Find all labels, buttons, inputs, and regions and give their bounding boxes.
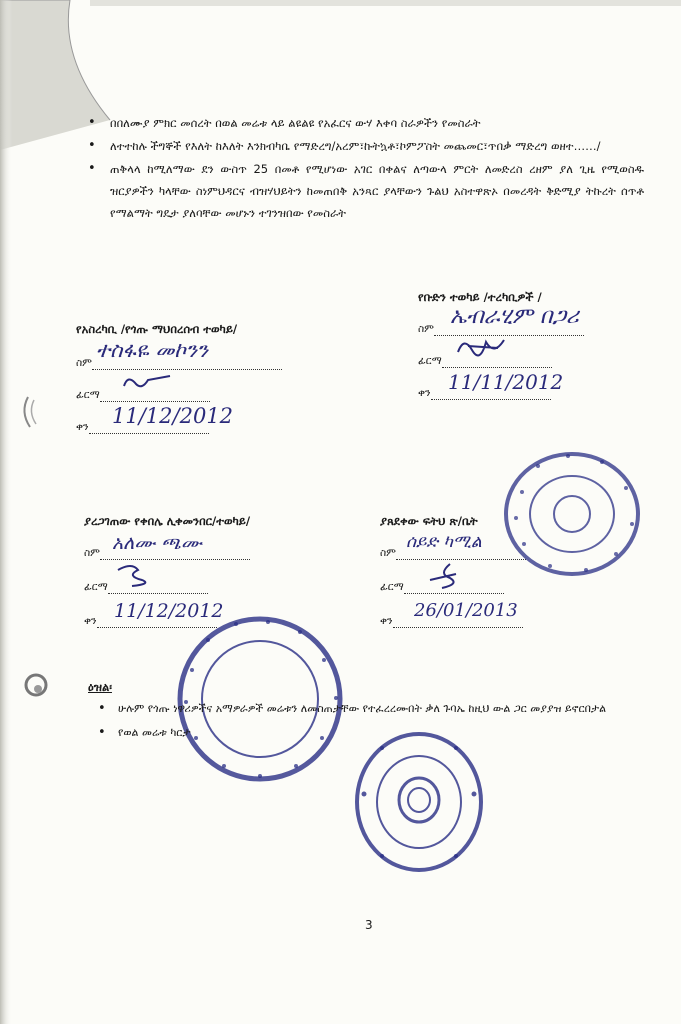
handwritten-signature (112, 560, 162, 590)
signature-label: ፊርማ (418, 355, 442, 367)
obligations-list (84, 112, 644, 225)
obligation-item: • በበለሙያ ምክር መሰረት በወል መሬቱ ላይ ልዩልዩ የአፈርና ውሃ እቀባ ስራዎችን የመስራት (84, 112, 644, 134)
handwritten-date: 26/01/2013 (414, 600, 518, 621)
handwritten-date: 11/12/2012 (112, 404, 234, 428)
developer-title: የቡድን ተወካይ /ተረካቢዎች / (418, 290, 542, 304)
signature-label: ፊርማ (76, 389, 100, 401)
handwritten-signature (454, 334, 514, 360)
handwritten-date: 11/11/2012 (448, 370, 564, 394)
binder-hole-bottom (22, 665, 54, 705)
official-stamp-middle (172, 610, 348, 788)
handwritten-signature (120, 370, 180, 394)
annex-item: • ሁሉም የጎጡ ነዋሪዎችና አማዎራዎች መሬቱን ለመስጠታቸው የተፈረረሙበት ቃለ ጉባኤ ከዚህ ውል ጋር መያያዝ ይኖርበታል (96, 700, 656, 718)
official-stamp-bottom (352, 728, 486, 876)
date-label: ቀን (380, 615, 393, 627)
signature-label: ፊርማ (84, 581, 108, 593)
annex-title: ዕዝል፡ (88, 680, 112, 694)
name-label: ስም (380, 547, 396, 559)
handover-title: የአስረካቢ /የጎጡ ማህበረሰብ ተወካይ/ (76, 322, 238, 336)
handwritten-name: ተስፋዬ መኮንን (96, 338, 208, 362)
handwritten-signature (420, 560, 470, 592)
annex-list (96, 700, 656, 748)
developer-signature-block (418, 290, 658, 410)
date-label: ቀን (418, 387, 431, 399)
page-number: 3 (365, 918, 373, 932)
kebele-title: ያረጋገጠው የቀበሌ ሊቀመንበር/ተወካይ/ (84, 514, 251, 528)
obligation-item: • ለተተከሉ ችግኞች የእለት ከእለት እንክብካቤ የማድረግ/አረም፣ኩትኳቶ፣ኮምፖስት መጨመር፣ጥበቃ ማድረግ ወዘተ……/ (84, 135, 644, 157)
date-label: ቀን (84, 615, 97, 627)
signature-label: ፊርማ (380, 581, 404, 593)
official-stamp-top-right (498, 448, 644, 580)
handwritten-name: ሰይድ ካሚል (406, 532, 482, 552)
handwritten-name: አለሙ ጫሙ (112, 532, 202, 554)
name-label: ስም (76, 357, 92, 369)
date-label: ቀን (76, 421, 89, 433)
handwritten-date: 11/12/2012 (114, 600, 224, 622)
name-label: ስም (418, 323, 434, 335)
court-title: ያጸደቀው ፍትህ ጽ/ቤት (380, 514, 478, 528)
name-label: ስም (84, 547, 100, 559)
annex-item: • የወል መሬቱ ካርታ (96, 724, 656, 742)
handover-signature-block (76, 322, 336, 442)
handwritten-name: ኤብራሂም በጋሪ (450, 304, 579, 329)
binder-hole-top (18, 392, 48, 432)
obligation-item: • ጠቅላላ ከሚለማው ደን ውስጥ 25 በመቶ የሚሆነው አገር በቀልና ለጣውላ ምርት ለመድረስ ረዘም ያለ ጊዜ የሚወስዱ ዝርያዎችን ካላቸው ስነምህዳርና ብዝሃህይትን ከመጠበቅ አንጻር ያላቸውን ጉልህ አስተዋጽኦ በመረዳት ቅድሚያ ትኩረት ሰጥቶ የማልማት ግዴታ ያለባቸው መሆኑን ተገንዝበው የመስራት (84, 158, 644, 224)
